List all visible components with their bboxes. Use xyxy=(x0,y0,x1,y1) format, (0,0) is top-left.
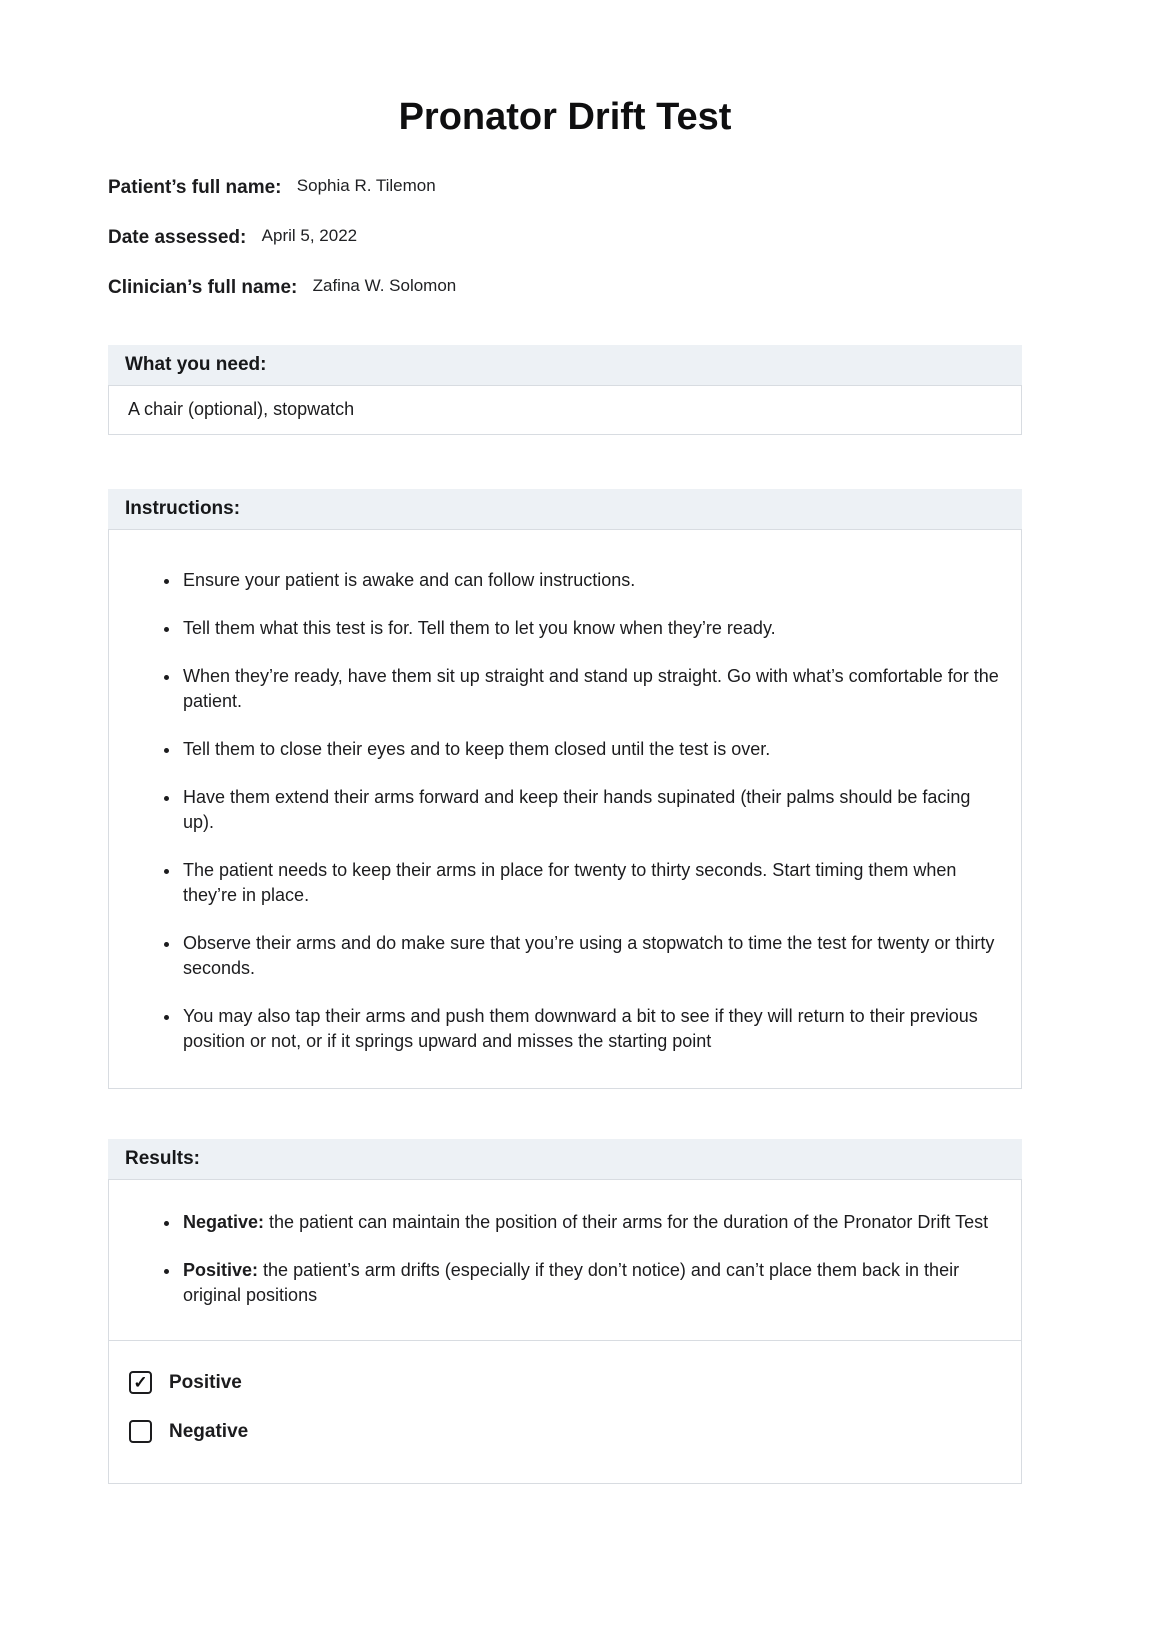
positive-checkbox[interactable] xyxy=(129,1371,152,1394)
date-assessed-label: Date assessed: xyxy=(108,227,247,248)
instruction-item: • You may also tap their arms and push them downward a bit to see if they will return to their previous position or not, or if it springs upward and misses the starting point xyxy=(181,1004,999,1054)
instruction-item: • Tell them what this test is for. Tell them to let you know when they’re ready. xyxy=(181,616,999,641)
field-patient-name xyxy=(108,177,1022,199)
patient-info-section xyxy=(108,177,1022,299)
result-item-positive xyxy=(181,1258,999,1308)
clinician-name-value: Zafina W. Solomon xyxy=(312,276,457,295)
result-checkbox-area xyxy=(109,1340,1021,1483)
instructions-section xyxy=(108,489,1022,1089)
instructions-header: Instructions: xyxy=(108,489,1022,529)
checkbox-row-positive[interactable] xyxy=(129,1371,1001,1394)
clinician-name-label: Clinician’s full name: xyxy=(108,277,298,298)
instruction-item: • Tell them to close their eyes and to keep them closed until the test is over. xyxy=(181,737,999,762)
instruction-item: • When they’re ready, have them sit up straight and stand up straight. Go with what’s comfortable for the patient. xyxy=(181,664,999,714)
what-you-need-section xyxy=(108,345,1022,435)
field-clinician-name xyxy=(108,277,1022,299)
results-header: Results: xyxy=(108,1139,1022,1179)
results-list xyxy=(131,1210,999,1308)
positive-checkbox-label: Positive xyxy=(169,1371,242,1393)
checkbox-row-negative[interactable] xyxy=(129,1420,1001,1443)
what-you-need-content: A chair (optional), stopwatch xyxy=(108,385,1022,435)
document-page xyxy=(108,0,1022,1484)
instruction-item: • Ensure your patient is awake and can follow instructions. xyxy=(181,568,999,593)
instruction-item: • Observe their arms and do make sure that you’re using a stopwatch to time the test for twenty or thirty seconds. xyxy=(181,931,999,981)
instructions-body xyxy=(108,529,1022,1089)
what-you-need-header: What you need: xyxy=(108,345,1022,385)
date-assessed-value: April 5, 2022 xyxy=(261,226,358,245)
results-body xyxy=(108,1179,1022,1484)
result-item-negative xyxy=(181,1210,999,1235)
results-section xyxy=(108,1139,1022,1484)
patient-name-label: Patient’s full name: xyxy=(108,177,282,198)
instructions-list xyxy=(131,568,999,1054)
instruction-item: • Have them extend their arms forward and keep their hands supinated (their palms should be facing up). xyxy=(181,785,999,835)
positive-description: the patient’s arm drifts (especially if they don’t notice) and can’t place them back in their original positions xyxy=(183,1260,960,1305)
page-title: Pronator Drift Test xyxy=(398,96,732,138)
negative-term: Negative: xyxy=(183,1212,265,1232)
positive-term: Positive: xyxy=(183,1260,259,1280)
instruction-item: • The patient needs to keep their arms in place for twenty to thirty seconds. Start timing them when they’re in place. xyxy=(181,858,999,908)
negative-checkbox-label: Negative xyxy=(169,1420,249,1442)
negative-checkbox[interactable] xyxy=(129,1420,152,1443)
patient-name-value: Sophia R. Tilemon xyxy=(296,176,436,195)
field-date-assessed xyxy=(108,227,1022,249)
results-definitions xyxy=(109,1180,1021,1340)
negative-description: the patient can maintain the position of their arms for the duration of the Pronator Drift Test xyxy=(269,1212,989,1232)
